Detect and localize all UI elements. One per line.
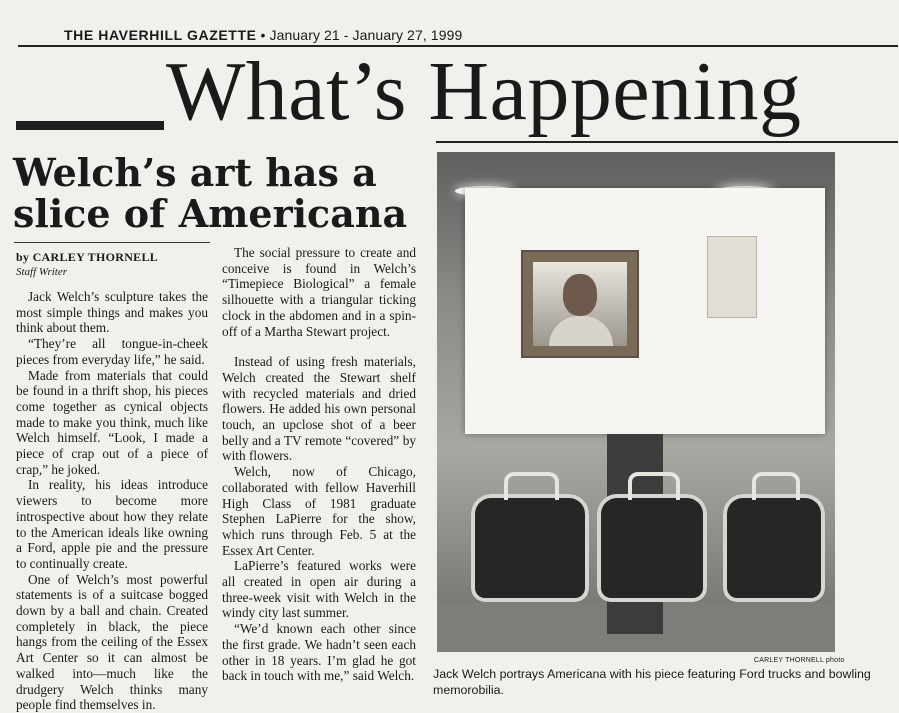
byline-title: Staff Writer [16, 266, 68, 278]
portrait-head [563, 274, 597, 316]
photo-credit: CARLEY THORNELL photo [754, 657, 845, 664]
headline [13, 152, 423, 234]
section-bar [16, 121, 164, 130]
masthead [64, 27, 462, 43]
portrait [533, 262, 627, 346]
issue-dates: January 21 - January 27, 1999 [269, 27, 463, 43]
section-title: What’s Happening [166, 45, 802, 138]
byline-author: by CARLEY THORNELL [16, 250, 159, 264]
paragraph: “We’d known each other since the first grade. We hadn’t seen each other in 18 years. I’m glad he got back in touch with me,” said Welch. [222, 621, 416, 684]
picture-frame [521, 250, 639, 358]
article-column-2 [222, 245, 416, 684]
portrait-shoulders [549, 316, 613, 346]
bowling-bag [597, 494, 707, 602]
headline-line-2: slice of Americana [13, 191, 408, 236]
newspaper-name: THE HAVERHILL GAZETTE [64, 27, 257, 43]
paragraph: Welch, now of Chicago, collaborated with fellow Haverhill High Class of 1981 graduate Stephen LaPierre for the show, which runs through Feb. 5 at the Essex Art Center. [222, 464, 416, 558]
wall-shelf [707, 236, 757, 318]
paragraph: The social pressure to create and conceive is found in Welch’s “Timepiece Biological” a female silhouette with a triangular ticking clock in the abdomen and in a spin-off of a Martha Stewart project. [222, 245, 416, 339]
byline-rule [14, 242, 210, 243]
paragraph: Jack Welch’s sculpture takes the most simple things and makes you think about them. [16, 289, 208, 336]
article-photo [437, 152, 835, 652]
paragraph: LaPierre’s featured works were all created in open air during a three-week visit with Welch in the windy city last summer. [222, 558, 416, 621]
paragraph: In reality, his ideas introduce viewers to become more introspective about how they relate to the American ideals like owning a Ford, apple pie and the pressure to continually create. [16, 477, 208, 571]
paragraph: One of Welch’s most powerful statements is of a suitcase bogged down by a ball and chain. Created completely in black, the piece hangs from the ceiling of the Essex Art Center so it can almost be walked into—much like the drudgery Welch thinks many people find themselves in. [16, 571, 208, 713]
paragraph: Made from materials that could be found in a thrift shop, his pieces come together as cynical objects made to make you think, much like Welch himself. “Look, I made a piece of crap out of a piece of crap,” he joked. [16, 367, 208, 477]
headline-line-1: Welch’s art has a [13, 150, 377, 195]
paragraph: Instead of using fresh materials, Welch created the Stewart shelf with recycled materials and dried flowers. He added his own personal touch, an upclose shot of a beer belly and a TV remote “covered” by with flowers. [222, 354, 416, 464]
bowling-bag [471, 494, 589, 602]
masthead-separator: • [260, 27, 266, 43]
paragraph: “They’re all tongue-in-cheek pieces from everyday life,” he said. [16, 336, 208, 367]
article-column-1 [16, 289, 208, 713]
bowling-bag [723, 494, 825, 602]
display-panel [465, 188, 825, 434]
photo-caption: Jack Welch portrays Americana with his piece featuring Ford trucks and bowling memorobilia. [433, 667, 871, 697]
section-rule [436, 141, 898, 143]
